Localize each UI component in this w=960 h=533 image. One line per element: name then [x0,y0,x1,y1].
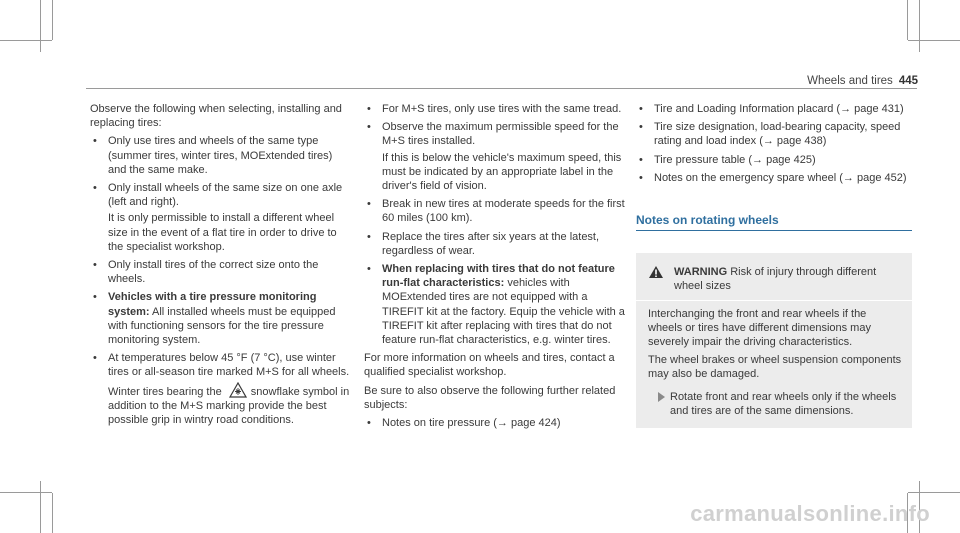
list-item: • Break in new tires at moderate speeds for the first 60 miles (100 km). [367,198,625,225]
watermark: carmanualsonline.info [690,501,930,526]
list-item: • Tire and Loading Information placard (→ page 431) [639,103,904,115]
list-item-note: Winter tires bearing the snowflake symbol in addition to the M+S marking provide the best possible grip in wintry road conditions. [108,382,352,428]
warning-text: Interchanging the front and rear wheels if the wheels or tires have different dimensions may severely impair the driving characteristics. [648,307,871,349]
crop-mark [908,492,960,493]
list-item: • Observe the maximum permissible speed for the M+S tires installed. If this is below the vehicle's maximum speed, this must be indicated by an appropriate label in the driver's field of vision. [364,120,626,193]
crop-mark [40,481,41,533]
list-item: • Tire pressure table (→ page 425) [639,153,816,166]
list-item: • For M+S tires, only use tires with the same tread. [367,103,622,115]
list-item: • Only install tires of the correct size onto the wheels. [93,259,319,286]
crop-mark [908,40,960,41]
play-arrow-icon [658,392,665,402]
column-1 [90,102,352,431]
list-item: • Notes on the emergency spare wheel (→ page 452) [639,171,907,184]
crop-mark [919,0,920,52]
warning-label: WARNING [674,266,728,279]
page-number: 445 [898,75,918,87]
header-title: Wheels and tires [807,75,893,87]
crop-mark [907,0,908,40]
page-header [807,75,918,87]
intro-text: Observe the following when selecting, installing and replacing tires: [90,103,342,130]
list-item: • When replacing with tires that do not feature run-flat characteristics: vehicles with MOExtended tires are not equipped with a TIREFIT kit at the factory. Equip the vehicle with a TIREFIT kit after replacing with tires that do not feature run-flat characteristics, e.g. winter tires. [367,263,625,347]
crop-mark [52,0,53,40]
snowflake-mountain-icon [229,382,247,398]
list-item: • Replace the tires after six years at the latest, regardless of wear. [367,230,600,257]
crop-mark [0,492,52,493]
section-rule [636,230,912,231]
crop-mark [52,493,53,533]
warning-header [636,253,912,300]
warning-body [636,301,912,428]
warning-triangle-icon [648,265,664,279]
crop-mark [40,0,41,52]
list-item: • Only install wheels of the same size on one axle (left and right). It is only permissible to install a different wheel size in the event of a flat tire in order to drive to the specialist workshop. [90,181,352,254]
warning-box [636,253,912,428]
list-item: • Tire size designation, load-bearing capacity, speed rating and load index (→ page 438) [639,121,901,148]
list-item-note: It is only permissible to install a different wheel size in the event of a flat tire in order to drive to the specialist workshop. [108,212,337,253]
column-2 [364,102,626,434]
action-step: Rotate front and rear wheels only if the wheels and tires are of the same dimensions. [648,390,902,418]
list-item: • Notes on tire pressure (→ page 424) [367,417,561,430]
paragraph: For more information on wheels and tires, contact a qualified specialist workshop. [364,352,615,379]
warning-text: The wheel brakes or wheel suspension components may also be damaged. [648,354,902,381]
header-rule [86,88,917,89]
list-item: • At temperatures below 45 °F (7 °C), use winter tires or all-season tire marked M+S for all wheels. Winter tires bearing the snowflake symbol in addition to the M+S marking provide the best possible grip in wintry road conditions. [90,351,352,427]
paragraph: Be sure to also observe the following further related subjects: [364,384,616,411]
list-item: • Only use tires and wheels of the same type (summer tires, winter tires, MOExtended tires) and the same make. [93,135,333,176]
section-heading: Notes on rotating wheels [636,213,779,228]
crop-mark [0,40,52,41]
list-item-note: If this is below the vehicle's maximum speed, this must be indicated by an appropriate label in the driver's field of vision. [382,151,622,193]
warning-title: Risk of injury through different wheel sizes [674,266,877,293]
list-item: • Vehicles with a tire pressure monitoring system: All installed wheels must be equipped with functioning sensors for the tire pressure monitoring system. [93,291,336,347]
column-3 [636,102,916,428]
